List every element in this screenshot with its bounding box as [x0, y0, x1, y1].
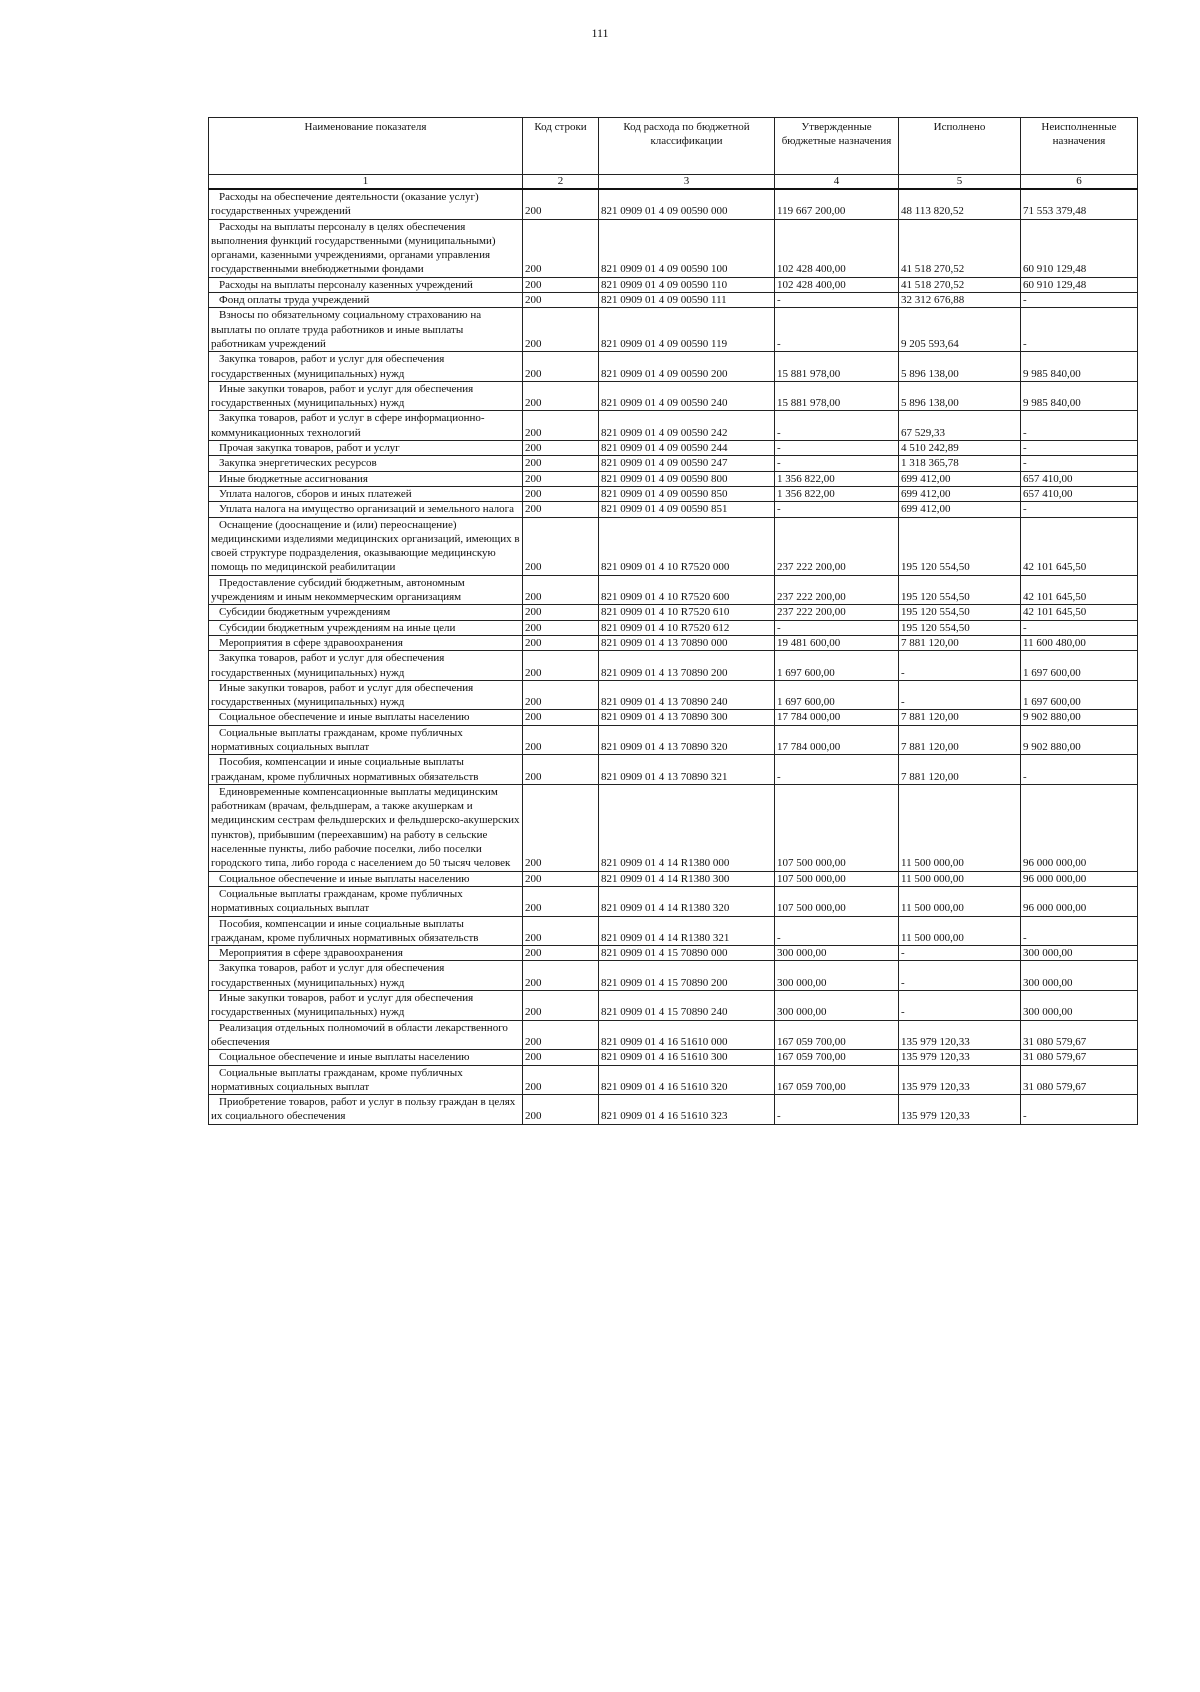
- cell-line-code: 200: [523, 486, 599, 501]
- cell-line-code: 200: [523, 635, 599, 650]
- cell-approved: 107 500 000,00: [775, 886, 899, 916]
- column-number: 1: [209, 175, 523, 190]
- cell-name: Закупка товаров, работ и услуг для обеспечения государственных (муниципальных) нужд: [209, 961, 523, 991]
- table-row: [209, 710, 1138, 725]
- header-executed: Исполнено: [899, 118, 1021, 175]
- cell-unexecuted: 9 985 840,00: [1021, 352, 1138, 382]
- cell-unexecuted: 42 101 645,50: [1021, 575, 1138, 605]
- cell-executed: -: [899, 651, 1021, 681]
- cell-budget-code: 821 0909 01 4 14 R1380 320: [599, 886, 775, 916]
- table-row: [209, 991, 1138, 1021]
- cell-executed: 699 412,00: [899, 471, 1021, 486]
- cell-approved: 107 500 000,00: [775, 784, 899, 871]
- cell-approved: 167 059 700,00: [775, 1020, 899, 1050]
- cell-unexecuted: 9 902 880,00: [1021, 725, 1138, 755]
- budget-execution-table: [208, 117, 1138, 1125]
- cell-executed: 7 881 120,00: [899, 710, 1021, 725]
- cell-line-code: 200: [523, 784, 599, 871]
- cell-approved: -: [775, 502, 899, 517]
- cell-budget-code: 821 0909 01 4 13 70890 000: [599, 635, 775, 650]
- cell-budget-code: 821 0909 01 4 13 70890 321: [599, 755, 775, 785]
- cell-line-code: 200: [523, 755, 599, 785]
- cell-unexecuted: 60 910 129,48: [1021, 277, 1138, 292]
- column-number: 5: [899, 175, 1021, 190]
- table-row: [209, 293, 1138, 308]
- cell-approved: 102 428 400,00: [775, 219, 899, 277]
- header-name: Наименование показателя: [209, 118, 523, 175]
- cell-approved: 167 059 700,00: [775, 1050, 899, 1065]
- cell-name: Приобретение товаров, работ и услуг в пользу граждан в целях их социального обеспечения: [209, 1095, 523, 1125]
- cell-budget-code: 821 0909 01 4 09 00590 100: [599, 219, 775, 277]
- cell-unexecuted: 31 080 579,67: [1021, 1050, 1138, 1065]
- table-row: [209, 635, 1138, 650]
- table-row: [209, 517, 1138, 575]
- table-row: [209, 871, 1138, 886]
- cell-line-code: 200: [523, 710, 599, 725]
- cell-budget-code: 821 0909 01 4 09 00590 000: [599, 189, 775, 219]
- cell-name: Субсидии бюджетным учреждениям: [209, 605, 523, 620]
- table-row: [209, 755, 1138, 785]
- cell-unexecuted: 42 101 645,50: [1021, 517, 1138, 575]
- table-header-row: [209, 118, 1138, 175]
- table-row: [209, 502, 1138, 517]
- cell-name: Фонд оплаты труда учреждений: [209, 293, 523, 308]
- cell-unexecuted: -: [1021, 502, 1138, 517]
- cell-unexecuted: -: [1021, 441, 1138, 456]
- cell-executed: 11 500 000,00: [899, 871, 1021, 886]
- table-row: [209, 456, 1138, 471]
- cell-unexecuted: 657 410,00: [1021, 486, 1138, 501]
- cell-line-code: 200: [523, 620, 599, 635]
- cell-line-code: 200: [523, 961, 599, 991]
- cell-executed: -: [899, 680, 1021, 710]
- cell-unexecuted: 60 910 129,48: [1021, 219, 1138, 277]
- cell-budget-code: 821 0909 01 4 15 70890 240: [599, 991, 775, 1021]
- cell-approved: -: [775, 755, 899, 785]
- cell-line-code: 200: [523, 189, 599, 219]
- cell-unexecuted: -: [1021, 293, 1138, 308]
- cell-executed: 699 412,00: [899, 486, 1021, 501]
- cell-executed: 7 881 120,00: [899, 635, 1021, 650]
- cell-name: Расходы на выплаты персоналу в целях обеспечения выполнения функций государственными (муниципальными) органами, казенными учреждениями, органами управления государственными внебюджетными фондами: [209, 219, 523, 277]
- cell-budget-code: 821 0909 01 4 14 R1380 300: [599, 871, 775, 886]
- cell-approved: 1 697 600,00: [775, 680, 899, 710]
- cell-line-code: 200: [523, 293, 599, 308]
- table-row: [209, 784, 1138, 871]
- table-row: [209, 411, 1138, 441]
- cell-approved: 107 500 000,00: [775, 871, 899, 886]
- cell-name: Иные бюджетные ассигнования: [209, 471, 523, 486]
- cell-approved: 237 222 200,00: [775, 575, 899, 605]
- cell-approved: 167 059 700,00: [775, 1065, 899, 1095]
- table-row: [209, 352, 1138, 382]
- cell-line-code: 200: [523, 886, 599, 916]
- cell-executed: 48 113 820,52: [899, 189, 1021, 219]
- cell-unexecuted: 9 902 880,00: [1021, 710, 1138, 725]
- cell-executed: -: [899, 946, 1021, 961]
- cell-line-code: 200: [523, 1095, 599, 1125]
- table-row: [209, 1065, 1138, 1095]
- cell-executed: 32 312 676,88: [899, 293, 1021, 308]
- cell-executed: 135 979 120,33: [899, 1065, 1021, 1095]
- cell-budget-code: 821 0909 01 4 09 00590 851: [599, 502, 775, 517]
- table-row: [209, 441, 1138, 456]
- table-row: [209, 575, 1138, 605]
- cell-unexecuted: 300 000,00: [1021, 946, 1138, 961]
- cell-line-code: 200: [523, 946, 599, 961]
- cell-approved: -: [775, 441, 899, 456]
- column-number: 2: [523, 175, 599, 190]
- cell-line-code: 200: [523, 277, 599, 292]
- cell-unexecuted: 42 101 645,50: [1021, 605, 1138, 620]
- cell-unexecuted: 300 000,00: [1021, 991, 1138, 1021]
- cell-budget-code: 821 0909 01 4 13 70890 200: [599, 651, 775, 681]
- cell-unexecuted: 31 080 579,67: [1021, 1065, 1138, 1095]
- cell-executed: 135 979 120,33: [899, 1050, 1021, 1065]
- cell-name: Социальное обеспечение и иные выплаты населению: [209, 710, 523, 725]
- cell-executed: 699 412,00: [899, 502, 1021, 517]
- table-row: [209, 471, 1138, 486]
- cell-approved: 19 481 600,00: [775, 635, 899, 650]
- cell-line-code: 200: [523, 725, 599, 755]
- column-number: 4: [775, 175, 899, 190]
- table-row: [209, 1020, 1138, 1050]
- cell-line-code: 200: [523, 1065, 599, 1095]
- cell-executed: 9 205 593,64: [899, 308, 1021, 352]
- cell-name: Иные закупки товаров, работ и услуг для обеспечения государственных (муниципальных) нужд: [209, 680, 523, 710]
- cell-approved: -: [775, 308, 899, 352]
- cell-name: Уплата налога на имущество организаций и земельного налога: [209, 502, 523, 517]
- cell-name: Мероприятия в сфере здравоохранения: [209, 946, 523, 961]
- cell-budget-code: 821 0909 01 4 16 51610 300: [599, 1050, 775, 1065]
- cell-executed: 5 896 138,00: [899, 352, 1021, 382]
- cell-approved: -: [775, 456, 899, 471]
- table-row: [209, 651, 1138, 681]
- cell-name: Закупка энергетических ресурсов: [209, 456, 523, 471]
- cell-executed: 7 881 120,00: [899, 755, 1021, 785]
- cell-line-code: 200: [523, 411, 599, 441]
- cell-name: Оснащение (дооснащение и (или) переоснащение) медицинскими изделиями медицинских организаций, имеющих в своей структуре подразделения, оказывающие медицинскую помощь по медицинской реабилитации: [209, 517, 523, 575]
- cell-executed: 195 120 554,50: [899, 517, 1021, 575]
- table-row: [209, 189, 1138, 219]
- cell-budget-code: 821 0909 01 4 16 51610 323: [599, 1095, 775, 1125]
- cell-executed: -: [899, 991, 1021, 1021]
- cell-budget-code: 821 0909 01 4 14 R1380 000: [599, 784, 775, 871]
- cell-executed: 41 518 270,52: [899, 219, 1021, 277]
- cell-unexecuted: 11 600 480,00: [1021, 635, 1138, 650]
- cell-line-code: 200: [523, 352, 599, 382]
- cell-line-code: 200: [523, 680, 599, 710]
- cell-name: Прочая закупка товаров, работ и услуг: [209, 441, 523, 456]
- cell-approved: -: [775, 293, 899, 308]
- column-number: 3: [599, 175, 775, 190]
- cell-executed: 67 529,33: [899, 411, 1021, 441]
- cell-executed: 135 979 120,33: [899, 1020, 1021, 1050]
- cell-unexecuted: 71 553 379,48: [1021, 189, 1138, 219]
- cell-name: Социальные выплаты гражданам, кроме публичных нормативных социальных выплат: [209, 725, 523, 755]
- cell-name: Расходы на выплаты персоналу казенных учреждений: [209, 277, 523, 292]
- cell-budget-code: 821 0909 01 4 09 00590 240: [599, 381, 775, 411]
- header-approved: Утвержденные бюджетные назначения: [775, 118, 899, 175]
- cell-budget-code: 821 0909 01 4 10 R7520 600: [599, 575, 775, 605]
- cell-approved: 15 881 978,00: [775, 381, 899, 411]
- cell-unexecuted: -: [1021, 755, 1138, 785]
- cell-budget-code: 821 0909 01 4 14 R1380 321: [599, 916, 775, 946]
- cell-unexecuted: 1 697 600,00: [1021, 651, 1138, 681]
- cell-name: Реализация отдельных полномочий в области лекарственного обеспечения: [209, 1020, 523, 1050]
- table-row: [209, 219, 1138, 277]
- cell-name: Взносы по обязательному социальному страхованию на выплаты по оплате труда работников и иные выплаты работникам учреждений: [209, 308, 523, 352]
- cell-unexecuted: 96 000 000,00: [1021, 784, 1138, 871]
- table-row: [209, 680, 1138, 710]
- table-row: [209, 1095, 1138, 1125]
- cell-unexecuted: -: [1021, 1095, 1138, 1125]
- cell-line-code: 200: [523, 651, 599, 681]
- cell-line-code: 200: [523, 871, 599, 886]
- table-row: [209, 1050, 1138, 1065]
- cell-line-code: 200: [523, 502, 599, 517]
- table-row: [209, 277, 1138, 292]
- cell-budget-code: 821 0909 01 4 09 00590 119: [599, 308, 775, 352]
- cell-executed: 7 881 120,00: [899, 725, 1021, 755]
- table-row: [209, 381, 1138, 411]
- cell-name: Мероприятия в сфере здравоохранения: [209, 635, 523, 650]
- cell-budget-code: 821 0909 01 4 10 R7520 000: [599, 517, 775, 575]
- cell-budget-code: 821 0909 01 4 09 00590 247: [599, 456, 775, 471]
- cell-name: Социальные выплаты гражданам, кроме публичных нормативных социальных выплат: [209, 1065, 523, 1095]
- cell-unexecuted: 1 697 600,00: [1021, 680, 1138, 710]
- table-row: [209, 725, 1138, 755]
- cell-budget-code: 821 0909 01 4 10 R7520 612: [599, 620, 775, 635]
- header-budget-code: Код расхода по бюджетной классификации: [599, 118, 775, 175]
- cell-budget-code: 821 0909 01 4 13 70890 320: [599, 725, 775, 755]
- cell-executed: 5 896 138,00: [899, 381, 1021, 411]
- cell-name: Субсидии бюджетным учреждениям на иные цели: [209, 620, 523, 635]
- cell-budget-code: 821 0909 01 4 15 70890 200: [599, 961, 775, 991]
- cell-approved: 237 222 200,00: [775, 605, 899, 620]
- cell-unexecuted: 31 080 579,67: [1021, 1020, 1138, 1050]
- cell-line-code: 200: [523, 1050, 599, 1065]
- table-row: [209, 916, 1138, 946]
- cell-executed: -: [899, 961, 1021, 991]
- cell-approved: 300 000,00: [775, 961, 899, 991]
- cell-name: Социальное обеспечение и иные выплаты населению: [209, 1050, 523, 1065]
- cell-line-code: 200: [523, 308, 599, 352]
- cell-approved: 17 784 000,00: [775, 710, 899, 725]
- table-row: [209, 308, 1138, 352]
- cell-executed: 11 500 000,00: [899, 916, 1021, 946]
- cell-line-code: 200: [523, 991, 599, 1021]
- cell-unexecuted: -: [1021, 456, 1138, 471]
- cell-name: Пособия, компенсации и иные социальные выплаты гражданам, кроме публичных нормативных обязательств: [209, 755, 523, 785]
- table-row: [209, 486, 1138, 501]
- cell-unexecuted: 300 000,00: [1021, 961, 1138, 991]
- cell-budget-code: 821 0909 01 4 09 00590 244: [599, 441, 775, 456]
- cell-approved: 237 222 200,00: [775, 517, 899, 575]
- cell-budget-code: 821 0909 01 4 09 00590 850: [599, 486, 775, 501]
- cell-unexecuted: 96 000 000,00: [1021, 871, 1138, 886]
- cell-executed: 135 979 120,33: [899, 1095, 1021, 1125]
- cell-budget-code: 821 0909 01 4 09 00590 110: [599, 277, 775, 292]
- table-row: [209, 605, 1138, 620]
- cell-executed: 11 500 000,00: [899, 784, 1021, 871]
- header-line-code: Код строки: [523, 118, 599, 175]
- cell-name: Уплата налогов, сборов и иных платежей: [209, 486, 523, 501]
- cell-budget-code: 821 0909 01 4 16 51610 000: [599, 1020, 775, 1050]
- cell-approved: 102 428 400,00: [775, 277, 899, 292]
- cell-executed: 195 120 554,50: [899, 605, 1021, 620]
- cell-name: Предоставление субсидий бюджетным, автономным учреждениям и иным некоммерческим организациям: [209, 575, 523, 605]
- cell-unexecuted: 9 985 840,00: [1021, 381, 1138, 411]
- cell-budget-code: 821 0909 01 4 13 70890 240: [599, 680, 775, 710]
- cell-line-code: 200: [523, 575, 599, 605]
- cell-line-code: 200: [523, 219, 599, 277]
- table-row: [209, 886, 1138, 916]
- cell-approved: -: [775, 1095, 899, 1125]
- cell-executed: 1 318 365,78: [899, 456, 1021, 471]
- cell-budget-code: 821 0909 01 4 13 70890 300: [599, 710, 775, 725]
- header-unexecuted: Неисполненные назначения: [1021, 118, 1138, 175]
- cell-line-code: 200: [523, 471, 599, 486]
- cell-name: Социальное обеспечение и иные выплаты населению: [209, 871, 523, 886]
- cell-line-code: 200: [523, 441, 599, 456]
- column-number: 6: [1021, 175, 1138, 190]
- cell-name: Пособия, компенсации и иные социальные выплаты гражданам, кроме публичных нормативных обязательств: [209, 916, 523, 946]
- cell-approved: 300 000,00: [775, 991, 899, 1021]
- cell-approved: 300 000,00: [775, 946, 899, 961]
- cell-name: Закупка товаров, работ и услуг для обеспечения государственных (муниципальных) нужд: [209, 651, 523, 681]
- cell-budget-code: 821 0909 01 4 09 00590 242: [599, 411, 775, 441]
- table-body: [209, 189, 1138, 1124]
- cell-executed: 4 510 242,89: [899, 441, 1021, 456]
- cell-name: Единовременные компенсационные выплаты медицинским работникам (врачам, фельдшерам, а также акушеркам и медицинским сестрам фельдшерских и фельдшерско-акушерских пунктов), прибывшим (переехавшим) на работу в сельские населенные пункты, либо рабочие поселки, либо поселки городского типа, либо города с населением до 50 тысяч человек: [209, 784, 523, 871]
- cell-name: Иные закупки товаров, работ и услуг для обеспечения государственных (муниципальных) нужд: [209, 991, 523, 1021]
- cell-approved: 15 881 978,00: [775, 352, 899, 382]
- cell-executed: 11 500 000,00: [899, 886, 1021, 916]
- cell-unexecuted: -: [1021, 620, 1138, 635]
- cell-line-code: 200: [523, 456, 599, 471]
- cell-approved: 17 784 000,00: [775, 725, 899, 755]
- cell-name: Закупка товаров, работ и услуг в сфере информационно-коммуникационных технологий: [209, 411, 523, 441]
- cell-unexecuted: 96 000 000,00: [1021, 886, 1138, 916]
- cell-unexecuted: 657 410,00: [1021, 471, 1138, 486]
- cell-executed: 195 120 554,50: [899, 575, 1021, 605]
- cell-approved: -: [775, 916, 899, 946]
- cell-line-code: 200: [523, 381, 599, 411]
- cell-approved: -: [775, 620, 899, 635]
- cell-name: Закупка товаров, работ и услуг для обеспечения государственных (муниципальных) нужд: [209, 352, 523, 382]
- cell-budget-code: 821 0909 01 4 09 00590 800: [599, 471, 775, 486]
- cell-name: Расходы на обеспечение деятельности (оказание услуг) государственных учреждений: [209, 189, 523, 219]
- cell-line-code: 200: [523, 605, 599, 620]
- cell-line-code: 200: [523, 1020, 599, 1050]
- table-row: [209, 620, 1138, 635]
- cell-unexecuted: -: [1021, 308, 1138, 352]
- cell-executed: 195 120 554,50: [899, 620, 1021, 635]
- cell-budget-code: 821 0909 01 4 15 70890 000: [599, 946, 775, 961]
- cell-name: Социальные выплаты гражданам, кроме публичных нормативных социальных выплат: [209, 886, 523, 916]
- cell-budget-code: 821 0909 01 4 16 51610 320: [599, 1065, 775, 1095]
- cell-unexecuted: -: [1021, 916, 1138, 946]
- page-number: 111: [591, 26, 609, 40]
- cell-budget-code: 821 0909 01 4 09 00590 111: [599, 293, 775, 308]
- cell-approved: -: [775, 411, 899, 441]
- cell-approved: 1 356 822,00: [775, 471, 899, 486]
- cell-approved: 119 667 200,00: [775, 189, 899, 219]
- cell-approved: 1 356 822,00: [775, 486, 899, 501]
- cell-line-code: 200: [523, 916, 599, 946]
- cell-budget-code: 821 0909 01 4 09 00590 200: [599, 352, 775, 382]
- cell-budget-code: 821 0909 01 4 10 R7520 610: [599, 605, 775, 620]
- table-row: [209, 961, 1138, 991]
- column-number-row: [209, 175, 1138, 190]
- cell-line-code: 200: [523, 517, 599, 575]
- cell-approved: 1 697 600,00: [775, 651, 899, 681]
- cell-unexecuted: -: [1021, 411, 1138, 441]
- table-row: [209, 946, 1138, 961]
- cell-name: Иные закупки товаров, работ и услуг для обеспечения государственных (муниципальных) нужд: [209, 381, 523, 411]
- cell-executed: 41 518 270,52: [899, 277, 1021, 292]
